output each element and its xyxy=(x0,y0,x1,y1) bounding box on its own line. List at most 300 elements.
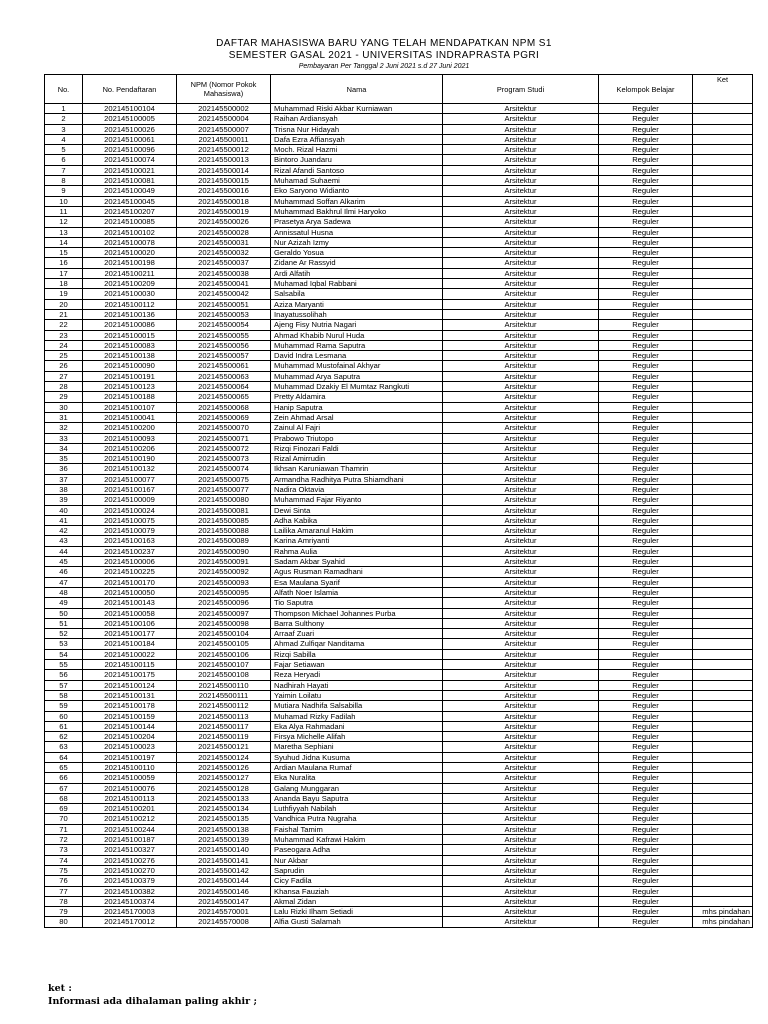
column-header-npm: NPM (Nomor Pokok Mahasiswa) xyxy=(177,75,271,104)
table-row xyxy=(45,124,753,134)
cell-study-group: Reguler xyxy=(599,330,693,340)
cell-registration-number: 202145100093 xyxy=(83,433,177,443)
cell-name: Muhammad Rama Saputra xyxy=(271,340,443,350)
cell-no: 70 xyxy=(45,814,83,824)
cell-study-group: Reguler xyxy=(599,824,693,834)
cell-study-group: Reguler xyxy=(599,577,693,587)
document-header xyxy=(0,38,768,71)
cell-study-group: Reguler xyxy=(599,773,693,783)
cell-notes xyxy=(693,608,753,618)
cell-registration-number: 202145100009 xyxy=(83,495,177,505)
cell-no: 42 xyxy=(45,526,83,536)
cell-no: 56 xyxy=(45,670,83,680)
cell-npm: 202145500026 xyxy=(177,217,271,227)
table-row xyxy=(45,495,753,505)
cell-name: Pretty Aldamira xyxy=(271,392,443,402)
cell-name: Adha Kabika xyxy=(271,515,443,525)
cell-study-group: Reguler xyxy=(599,629,693,639)
cell-registration-number: 202145100020 xyxy=(83,248,177,258)
cell-name: Muhamad Rizky Fadilah xyxy=(271,711,443,721)
cell-notes xyxy=(693,629,753,639)
cell-study-group: Reguler xyxy=(599,289,693,299)
cell-npm: 202145500104 xyxy=(177,629,271,639)
cell-no: 31 xyxy=(45,412,83,422)
cell-notes xyxy=(693,454,753,464)
cell-name: Prasetya Arya Sadewa xyxy=(271,217,443,227)
table-row xyxy=(45,660,753,670)
table-row xyxy=(45,258,753,268)
cell-name: Syuhud Jidna Kusuma xyxy=(271,752,443,762)
table-row xyxy=(45,577,753,587)
cell-study-program: Arsitektur xyxy=(443,783,599,793)
cell-study-group: Reguler xyxy=(599,814,693,824)
cell-study-program: Arsitektur xyxy=(443,505,599,515)
cell-name: Aziza Maryanti xyxy=(271,299,443,309)
cell-name: Hanip Saputra xyxy=(271,402,443,412)
cell-no: 44 xyxy=(45,546,83,556)
cell-study-group: Reguler xyxy=(599,557,693,567)
cell-no: 1 xyxy=(45,104,83,114)
cell-registration-number: 202145100206 xyxy=(83,443,177,453)
cell-npm: 202145500113 xyxy=(177,711,271,721)
cell-study-group: Reguler xyxy=(599,711,693,721)
cell-study-group: Reguler xyxy=(599,176,693,186)
cell-npm: 202145500012 xyxy=(177,145,271,155)
table-row xyxy=(45,618,753,628)
cell-study-group: Reguler xyxy=(599,835,693,845)
cell-study-program: Arsitektur xyxy=(443,279,599,289)
cell-study-program: Arsitektur xyxy=(443,814,599,824)
cell-study-group: Reguler xyxy=(599,155,693,165)
table-row xyxy=(45,155,753,165)
table-row xyxy=(45,382,753,392)
cell-study-group: Reguler xyxy=(599,526,693,536)
table-row xyxy=(45,732,753,742)
table-row xyxy=(45,907,753,917)
table-row xyxy=(45,443,753,453)
cell-registration-number: 202145100079 xyxy=(83,526,177,536)
cell-npm: 202145500013 xyxy=(177,155,271,165)
table-row xyxy=(45,855,753,865)
table-row xyxy=(45,309,753,319)
table-row xyxy=(45,484,753,494)
cell-notes xyxy=(693,361,753,371)
cell-notes xyxy=(693,433,753,443)
table-row xyxy=(45,536,753,546)
cell-study-program: Arsitektur xyxy=(443,484,599,494)
cell-study-group: Reguler xyxy=(599,402,693,412)
cell-study-program: Arsitektur xyxy=(443,196,599,206)
cell-name: Armandha Radhitya Putra Shiamdhani xyxy=(271,474,443,484)
cell-notes xyxy=(693,649,753,659)
cell-npm: 202145500138 xyxy=(177,824,271,834)
cell-npm: 202145500028 xyxy=(177,227,271,237)
cell-registration-number: 202145100085 xyxy=(83,217,177,227)
cell-registration-number: 202145100159 xyxy=(83,711,177,721)
cell-name: Ikhsan Karuniawan Thamrin xyxy=(271,464,443,474)
table-row xyxy=(45,587,753,597)
cell-registration-number: 202145100059 xyxy=(83,773,177,783)
cell-registration-number: 202145100061 xyxy=(83,134,177,144)
cell-npm: 202145500147 xyxy=(177,896,271,906)
cell-registration-number: 202145100112 xyxy=(83,299,177,309)
cell-npm: 202145500065 xyxy=(177,392,271,402)
cell-study-program: Arsitektur xyxy=(443,474,599,484)
table-row xyxy=(45,206,753,216)
cell-no: 34 xyxy=(45,443,83,453)
cell-registration-number: 202145100102 xyxy=(83,227,177,237)
table-row xyxy=(45,134,753,144)
table-row xyxy=(45,186,753,196)
table-row xyxy=(45,248,753,258)
cell-name: Nur Akbar xyxy=(271,855,443,865)
cell-notes xyxy=(693,855,753,865)
table-row xyxy=(45,474,753,484)
cell-study-program: Arsitektur xyxy=(443,299,599,309)
cell-registration-number: 202145100006 xyxy=(83,557,177,567)
cell-study-program: Arsitektur xyxy=(443,464,599,474)
cell-notes xyxy=(693,114,753,124)
cell-notes xyxy=(693,155,753,165)
cell-study-group: Reguler xyxy=(599,865,693,875)
table-row xyxy=(45,793,753,803)
cell-no: 23 xyxy=(45,330,83,340)
cell-npm: 202145500056 xyxy=(177,340,271,350)
cell-notes xyxy=(693,351,753,361)
cell-no: 2 xyxy=(45,114,83,124)
cell-name: Barra Sulthony xyxy=(271,618,443,628)
cell-npm: 202145500097 xyxy=(177,608,271,618)
cell-study-group: Reguler xyxy=(599,608,693,618)
cell-study-group: Reguler xyxy=(599,886,693,896)
cell-registration-number: 202145100327 xyxy=(83,845,177,855)
cell-no: 46 xyxy=(45,567,83,577)
cell-registration-number: 202145170012 xyxy=(83,917,177,927)
cell-npm: 202145500106 xyxy=(177,649,271,659)
cell-notes xyxy=(693,340,753,350)
cell-registration-number: 202145100144 xyxy=(83,721,177,731)
table-row xyxy=(45,320,753,330)
cell-registration-number: 202145100086 xyxy=(83,320,177,330)
cell-name: Eko Saryono Widianto xyxy=(271,186,443,196)
cell-notes xyxy=(693,165,753,175)
cell-registration-number: 202145100005 xyxy=(83,114,177,124)
cell-registration-number: 202145100201 xyxy=(83,804,177,814)
cell-name: Reza Heryadi xyxy=(271,670,443,680)
cell-no: 68 xyxy=(45,793,83,803)
cell-no: 32 xyxy=(45,423,83,433)
cell-notes xyxy=(693,660,753,670)
cell-no: 66 xyxy=(45,773,83,783)
column-header-study-group: Kelompok Belajar xyxy=(599,75,693,104)
cell-name: Alfia Gusti Salamah xyxy=(271,917,443,927)
cell-no: 39 xyxy=(45,495,83,505)
cell-study-group: Reguler xyxy=(599,484,693,494)
cell-registration-number: 202145100050 xyxy=(83,587,177,597)
cell-name: Luthfiyyah Nabilah xyxy=(271,804,443,814)
cell-notes xyxy=(693,732,753,742)
cell-no: 35 xyxy=(45,454,83,464)
payment-period-note: Pembayaran Per Tanggal 2 Juni 2021 s.d 27 Juni 2021 xyxy=(298,63,470,70)
cell-name: Esa Maulana Syarif xyxy=(271,577,443,587)
cell-notes xyxy=(693,412,753,422)
cell-npm: 202145500074 xyxy=(177,464,271,474)
cell-no: 16 xyxy=(45,258,83,268)
cell-study-group: Reguler xyxy=(599,917,693,927)
cell-registration-number: 202145100096 xyxy=(83,145,177,155)
cell-study-program: Arsitektur xyxy=(443,608,599,618)
table-row xyxy=(45,629,753,639)
table-row xyxy=(45,896,753,906)
cell-name: Nadhirah Hayati xyxy=(271,680,443,690)
cell-registration-number: 202145100024 xyxy=(83,505,177,515)
cell-no: 48 xyxy=(45,587,83,597)
cell-name: Nadira Oktavia xyxy=(271,484,443,494)
cell-notes xyxy=(693,742,753,752)
cell-study-program: Arsitektur xyxy=(443,433,599,443)
table-row xyxy=(45,371,753,381)
table-row xyxy=(45,845,753,855)
notes-text: Informasi ada dihalaman paling akhir ; xyxy=(48,996,257,1007)
cell-notes xyxy=(693,196,753,206)
cell-notes xyxy=(693,526,753,536)
cell-study-group: Reguler xyxy=(599,680,693,690)
table-row xyxy=(45,361,753,371)
cell-name: Ahmad Zulfiqar Nanditama xyxy=(271,639,443,649)
cell-study-program: Arsitektur xyxy=(443,268,599,278)
cell-name: Prabowo Triutopo xyxy=(271,433,443,443)
cell-study-program: Arsitektur xyxy=(443,876,599,886)
cell-npm: 202145500004 xyxy=(177,114,271,124)
cell-name: Nur Azizah Izmy xyxy=(271,237,443,247)
cell-no: 53 xyxy=(45,639,83,649)
cell-notes xyxy=(693,557,753,567)
cell-no: 22 xyxy=(45,320,83,330)
cell-registration-number: 202145100184 xyxy=(83,639,177,649)
cell-study-program: Arsitektur xyxy=(443,536,599,546)
cell-registration-number: 202145100083 xyxy=(83,340,177,350)
cell-study-group: Reguler xyxy=(599,186,693,196)
cell-notes xyxy=(693,206,753,216)
table-row xyxy=(45,217,753,227)
cell-registration-number: 202145100106 xyxy=(83,618,177,628)
cell-npm: 202145500011 xyxy=(177,134,271,144)
cell-study-group: Reguler xyxy=(599,423,693,433)
cell-notes xyxy=(693,505,753,515)
cell-no: 18 xyxy=(45,279,83,289)
cell-study-program: Arsitektur xyxy=(443,340,599,350)
cell-name: Rizqi Finozari Faldi xyxy=(271,443,443,453)
cell-no: 12 xyxy=(45,217,83,227)
cell-no: 72 xyxy=(45,835,83,845)
cell-study-program: Arsitektur xyxy=(443,165,599,175)
cell-no: 11 xyxy=(45,206,83,216)
cell-registration-number: 202145170003 xyxy=(83,907,177,917)
cell-name: Karina Amriyanti xyxy=(271,536,443,546)
cell-name: Khansa Fauziah xyxy=(271,886,443,896)
cell-no: 80 xyxy=(45,917,83,927)
cell-registration-number: 202145100104 xyxy=(83,104,177,114)
cell-registration-number: 202145100178 xyxy=(83,701,177,711)
cell-study-program: Arsitektur xyxy=(443,495,599,505)
cell-notes xyxy=(693,711,753,721)
cell-study-program: Arsitektur xyxy=(443,711,599,721)
cell-study-program: Arsitektur xyxy=(443,454,599,464)
cell-registration-number: 202145100110 xyxy=(83,763,177,773)
cell-study-group: Reguler xyxy=(599,165,693,175)
cell-name: Muhammad Dzakiy El Mumtaz Rangkuti xyxy=(271,382,443,392)
cell-name: Muhammad Kafrawi Hakim xyxy=(271,835,443,845)
cell-npm: 202145500119 xyxy=(177,732,271,742)
column-header-study-program: Program Studi xyxy=(443,75,599,104)
cell-npm: 202145500140 xyxy=(177,845,271,855)
cell-registration-number: 202145100225 xyxy=(83,567,177,577)
cell-npm: 202145500051 xyxy=(177,299,271,309)
cell-notes xyxy=(693,670,753,680)
cell-no: 27 xyxy=(45,371,83,381)
cell-study-group: Reguler xyxy=(599,361,693,371)
cell-name: Paseogara Adha xyxy=(271,845,443,855)
cell-registration-number: 202145100023 xyxy=(83,742,177,752)
cell-study-group: Reguler xyxy=(599,515,693,525)
cell-npm: 202145500085 xyxy=(177,515,271,525)
cell-study-group: Reguler xyxy=(599,412,693,422)
cell-npm: 202145500007 xyxy=(177,124,271,134)
cell-study-group: Reguler xyxy=(599,896,693,906)
table-row xyxy=(45,721,753,731)
cell-no: 19 xyxy=(45,289,83,299)
cell-study-program: Arsitektur xyxy=(443,114,599,124)
cell-name: Rizal Afandi Santoso xyxy=(271,165,443,175)
cell-study-group: Reguler xyxy=(599,587,693,597)
cell-notes xyxy=(693,402,753,412)
cell-study-program: Arsitektur xyxy=(443,629,599,639)
cell-npm: 202145500080 xyxy=(177,495,271,505)
cell-name: Ahmad Khabib Nurul Huda xyxy=(271,330,443,340)
cell-study-program: Arsitektur xyxy=(443,392,599,402)
cell-no: 13 xyxy=(45,227,83,237)
cell-name: Raihan Ardiansyah xyxy=(271,114,443,124)
cell-npm: 202145500139 xyxy=(177,835,271,845)
cell-notes xyxy=(693,896,753,906)
cell-registration-number: 202145100081 xyxy=(83,176,177,186)
cell-npm: 202145500144 xyxy=(177,876,271,886)
cell-study-program: Arsitektur xyxy=(443,649,599,659)
cell-study-group: Reguler xyxy=(599,783,693,793)
cell-no: 5 xyxy=(45,145,83,155)
cell-registration-number: 202145100167 xyxy=(83,484,177,494)
cell-registration-number: 202145100041 xyxy=(83,412,177,422)
cell-no: 29 xyxy=(45,392,83,402)
table-row xyxy=(45,299,753,309)
cell-no: 54 xyxy=(45,649,83,659)
table-row xyxy=(45,104,753,114)
table-row xyxy=(45,289,753,299)
cell-registration-number: 202145100212 xyxy=(83,814,177,824)
cell-registration-number: 202145100049 xyxy=(83,186,177,196)
table-row xyxy=(45,835,753,845)
cell-registration-number: 202145100090 xyxy=(83,361,177,371)
cell-study-group: Reguler xyxy=(599,382,693,392)
cell-notes xyxy=(693,876,753,886)
cell-name: Fajar Setiawan xyxy=(271,660,443,670)
cell-study-program: Arsitektur xyxy=(443,886,599,896)
cell-study-group: Reguler xyxy=(599,433,693,443)
cell-study-program: Arsitektur xyxy=(443,134,599,144)
table-row xyxy=(45,268,753,278)
cell-name: Ardi Alfatih xyxy=(271,268,443,278)
table-row xyxy=(45,433,753,443)
cell-npm: 202145500093 xyxy=(177,577,271,587)
cell-notes xyxy=(693,639,753,649)
cell-registration-number: 202145100170 xyxy=(83,577,177,587)
cell-study-group: Reguler xyxy=(599,464,693,474)
table-row xyxy=(45,392,753,402)
cell-npm: 202145500089 xyxy=(177,536,271,546)
cell-npm: 202145500121 xyxy=(177,742,271,752)
cell-study-group: Reguler xyxy=(599,340,693,350)
cell-notes xyxy=(693,268,753,278)
cell-no: 65 xyxy=(45,763,83,773)
cell-registration-number: 202145100276 xyxy=(83,855,177,865)
cell-study-group: Reguler xyxy=(599,598,693,608)
cell-notes xyxy=(693,804,753,814)
cell-name: Yaimin Loilatu xyxy=(271,690,443,700)
cell-name: Inayatussolihah xyxy=(271,309,443,319)
cell-study-program: Arsitektur xyxy=(443,907,599,917)
cell-study-program: Arsitektur xyxy=(443,598,599,608)
table-row xyxy=(45,711,753,721)
cell-registration-number: 202145100124 xyxy=(83,680,177,690)
table-row xyxy=(45,340,753,350)
table-row xyxy=(45,690,753,700)
cell-study-program: Arsitektur xyxy=(443,793,599,803)
cell-no: 64 xyxy=(45,752,83,762)
cell-name: Muhammad Mustofainal Akhyar xyxy=(271,361,443,371)
cell-name: Faishal Tamim xyxy=(271,824,443,834)
cell-notes xyxy=(693,577,753,587)
cell-npm: 202145500133 xyxy=(177,793,271,803)
cell-registration-number: 202145100244 xyxy=(83,824,177,834)
cell-notes xyxy=(693,587,753,597)
cell-study-group: Reguler xyxy=(599,567,693,577)
cell-npm: 202145500014 xyxy=(177,165,271,175)
cell-no: 77 xyxy=(45,886,83,896)
cell-no: 38 xyxy=(45,484,83,494)
cell-npm: 202145500073 xyxy=(177,454,271,464)
student-roster-table xyxy=(44,74,753,928)
cell-registration-number: 202145100191 xyxy=(83,371,177,381)
cell-name: Dewi Sinta xyxy=(271,505,443,515)
cell-npm: 202145500127 xyxy=(177,773,271,783)
table-header-row xyxy=(45,75,753,104)
cell-study-program: Arsitektur xyxy=(443,732,599,742)
cell-study-group: Reguler xyxy=(599,114,693,124)
column-header-name: Nama xyxy=(271,75,443,104)
cell-notes xyxy=(693,763,753,773)
cell-study-program: Arsitektur xyxy=(443,577,599,587)
cell-study-program: Arsitektur xyxy=(443,124,599,134)
cell-study-group: Reguler xyxy=(599,124,693,134)
cell-name: Alfath Noer Islamia xyxy=(271,587,443,597)
cell-registration-number: 202145100132 xyxy=(83,464,177,474)
cell-study-program: Arsitektur xyxy=(443,701,599,711)
cell-no: 50 xyxy=(45,608,83,618)
cell-study-program: Arsitektur xyxy=(443,742,599,752)
cell-name: Saprudin xyxy=(271,865,443,875)
cell-npm: 202145500057 xyxy=(177,351,271,361)
cell-npm: 202145500063 xyxy=(177,371,271,381)
